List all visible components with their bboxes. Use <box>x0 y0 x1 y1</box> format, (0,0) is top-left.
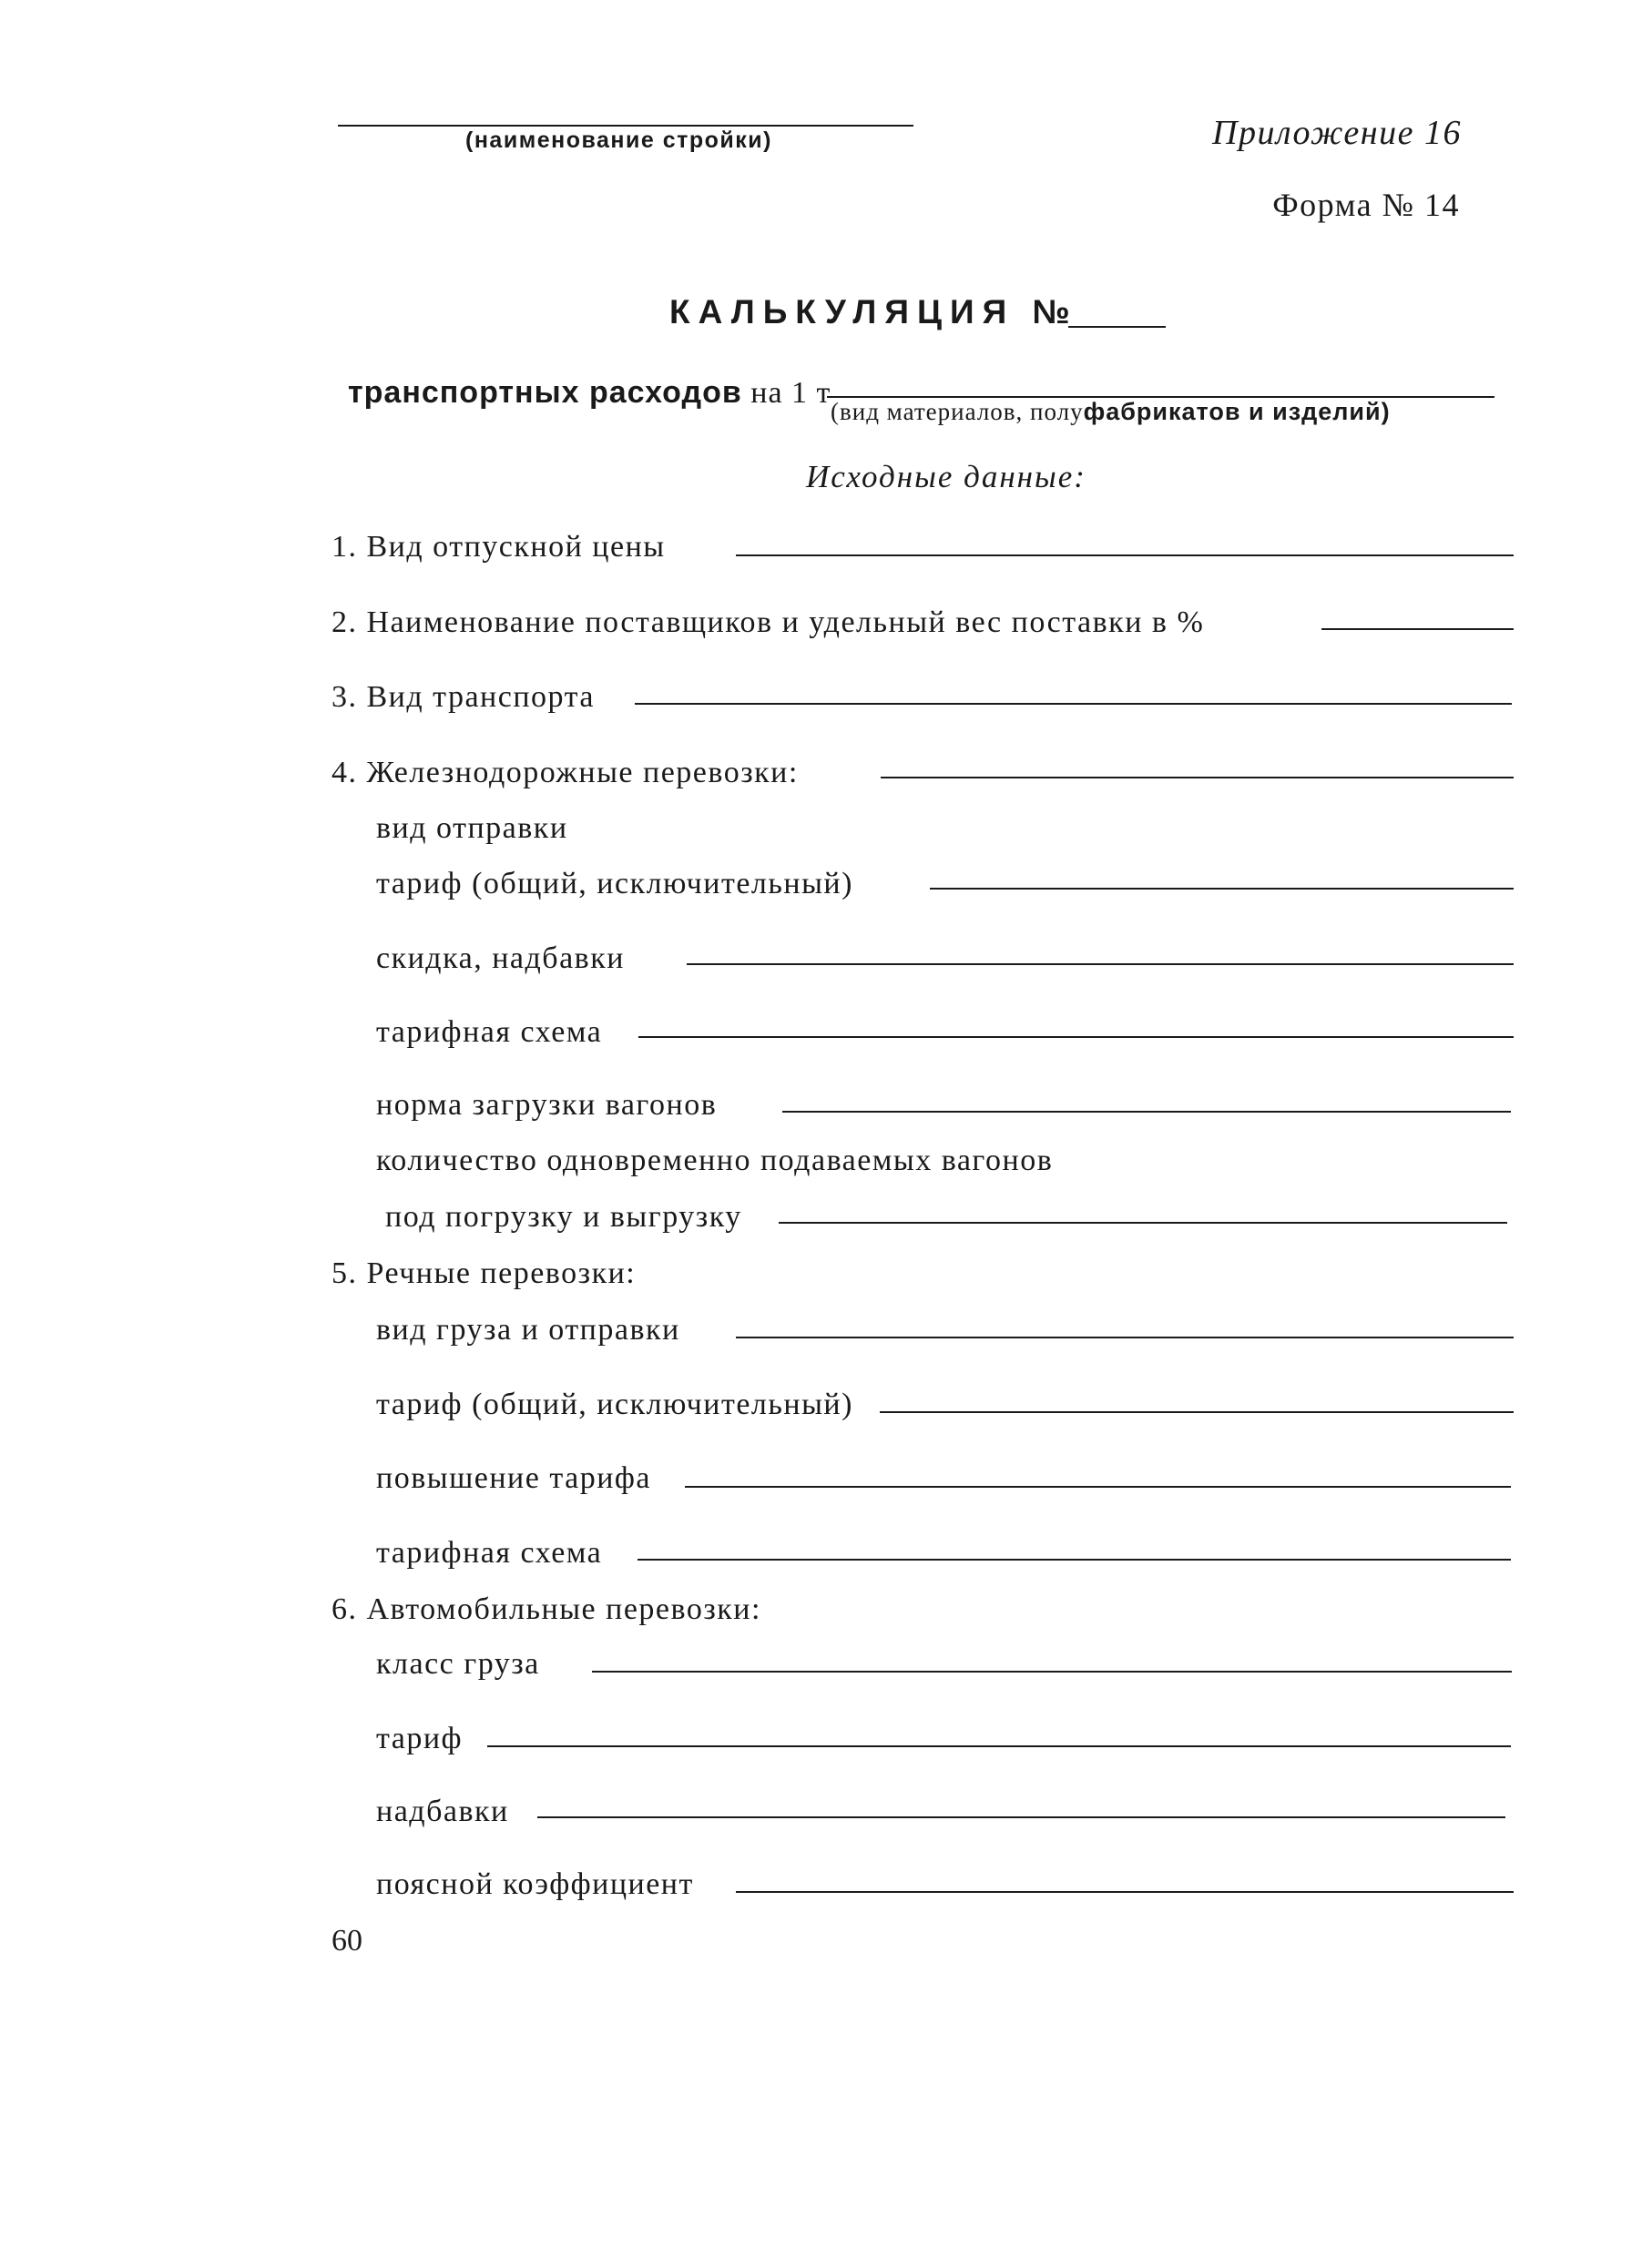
material-caption-bold: фабрикатов и изделий) <box>1083 398 1391 425</box>
item-river-tariff-scheme-line <box>638 1559 1511 1561</box>
item-road-cargo-class: класс груза <box>376 1647 540 1681</box>
item-river-tariff: тариф (общий, исключительный) <box>376 1388 853 1421</box>
item-wagon-load-norm: норма загрузки вагонов <box>376 1088 718 1122</box>
item-river: 5. Речные перевозки: <box>332 1256 637 1290</box>
item-suppliers: 2. Наименование поставщиков и удельный вес поставки в % <box>332 605 1205 639</box>
subtitle-rest: на 1 т <box>750 376 831 410</box>
item-road-zone-coefficient: поясной коэффициент <box>376 1867 694 1901</box>
item-road-surcharges: надбавки <box>376 1795 509 1828</box>
material-type-caption <box>831 398 1391 426</box>
calculation-number-line <box>1068 326 1166 328</box>
section-heading: Исходные данные: <box>806 459 1086 494</box>
material-caption-plain: (вид материалов, полу <box>831 398 1084 425</box>
construction-name-line <box>338 125 913 127</box>
item-railway-tariff-scheme-line <box>638 1036 1514 1038</box>
item-suppliers-line <box>1321 628 1514 630</box>
item-river-tariff-line <box>880 1411 1514 1413</box>
form-number: Форма № 14 <box>1272 187 1460 223</box>
item-road: 6. Автомобильные перевозки: <box>332 1592 761 1626</box>
item-wagon-load-norm-line <box>782 1111 1511 1113</box>
appendix-label: Приложение 16 <box>1212 114 1462 152</box>
item-transport-type-line <box>635 703 1512 705</box>
item-loading-unloading: под погрузку и выгрузку <box>385 1200 742 1234</box>
item-railway-discount: скидка, надбавки <box>376 941 625 975</box>
item-river-tariff-scheme: тарифная схема <box>376 1536 603 1570</box>
item-railway-tariff: тариф (общий, исключительный) <box>376 867 853 900</box>
document-subtitle <box>348 375 831 411</box>
item-river-cargo-type: вид груза и отправки <box>376 1313 680 1347</box>
item-railway-tariff-scheme: тарифная схема <box>376 1015 603 1049</box>
item-railway: 4. Железнодорожные перевозки: <box>332 756 799 789</box>
item-river-cargo-type-line <box>736 1337 1514 1338</box>
item-road-tariff: тариф <box>376 1722 464 1755</box>
item-railway-discount-line <box>687 963 1514 965</box>
item-release-price: 1. Вид отпускной цены <box>332 530 666 564</box>
item-river-tariff-increase-line <box>685 1486 1511 1488</box>
item-transport-type: 3. Вид транспорта <box>332 680 595 714</box>
item-railway-shipment-type: вид отправки <box>376 811 568 845</box>
item-river-tariff-increase: повышение тарифа <box>376 1461 652 1495</box>
item-wagon-count: количество одновременно подаваемых вагонов <box>376 1144 1054 1177</box>
item-road-surcharges-line <box>537 1816 1505 1818</box>
document-title: КАЛЬКУЛЯЦИЯ № <box>669 293 1078 331</box>
item-road-cargo-class-line <box>592 1671 1512 1673</box>
item-road-zone-coefficient-line <box>736 1891 1514 1893</box>
item-railway-line <box>881 777 1514 778</box>
item-railway-tariff-line <box>930 888 1514 890</box>
item-road-tariff-line <box>487 1745 1511 1747</box>
item-release-price-line <box>736 554 1514 556</box>
item-loading-unloading-line <box>779 1222 1507 1224</box>
page-number: 60 <box>332 1924 362 1958</box>
construction-name-caption: (наименование стройки) <box>465 127 772 153</box>
subtitle-bold-part: транспортных расходов <box>348 375 742 410</box>
